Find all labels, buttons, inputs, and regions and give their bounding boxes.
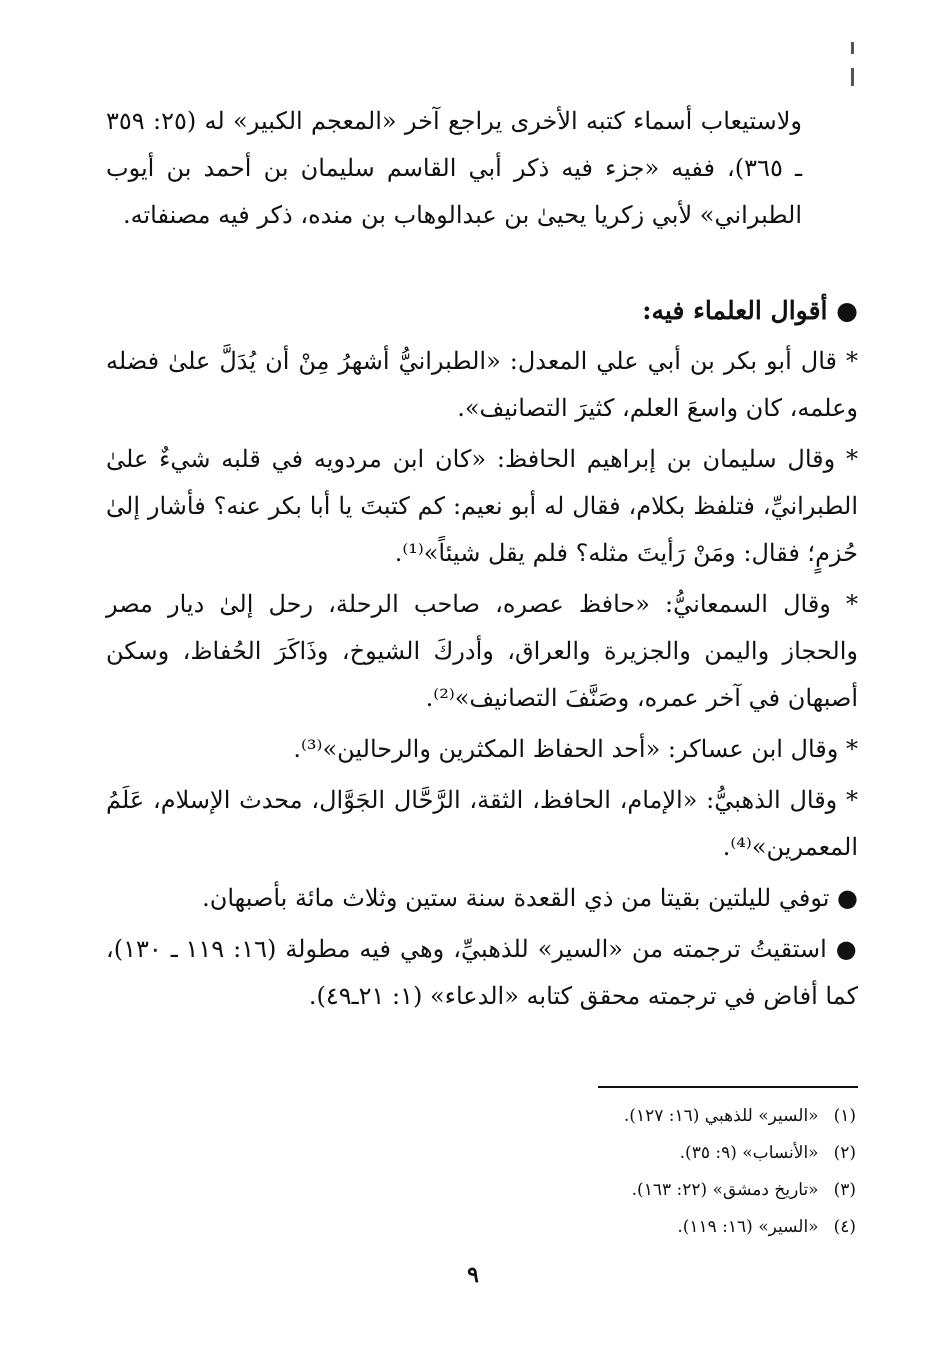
footnote-number: (٢) — [833, 1143, 856, 1163]
footnote — [300, 1209, 856, 1246]
death-paragraph: ● توفي لليلتين بقيتا من ذي القعدة سنة ستين وثلاث مائة بأصبهان. — [202, 884, 858, 912]
footnotes — [300, 1098, 856, 1246]
intro-paragraph: ولاستيعاب أسماء كتبه الأخرى يراجع آخر «المعجم الكبير» له (٢٥: ٣٥٩ ـ ٣٦٥)، ففيه «جزء فيه ذكر أبي القاسم سليمان بن أحمد بن أيوب الطبراني» لأبي زكريا يحيىٰ بن عبدالوهاب بن منده، ذكر فيه مصنفاته. — [106, 107, 802, 229]
main-text — [106, 98, 858, 1020]
quote-paragraph: * وقال سليمان بن إبراهيم الحافظ: «كان ابن مردويه في قلبه شيءٌ علىٰ الطبرانيِّ، فتلفظ بكلام، فقال له أبو نعيم: كم كتبتَ يا أبا بكر عنه؟ فأشار إلىٰ حُزمٍ؛ فقال: ومَنْ رَأيتَ مثله؟ فلم يقل شيئاً»⁽¹⁾. — [106, 445, 858, 567]
quote-paragraph: * وقال ابن عساكر: «أحد الحفاظ المكثرين والرحالين»⁽³⁾. — [293, 735, 858, 763]
footnote-number: (٣) — [833, 1180, 856, 1200]
quote-paragraph: * وقال الذهبيُّ: «الإمام، الحافظ، الثقة، الرَّحَّال الجَوَّال، محدث الإسلام، عَلَمُ المعمرين»⁽⁴⁾. — [106, 786, 858, 861]
page-number: ٩ — [467, 1262, 479, 1288]
sources-paragraph: ● استقيتُ ترجمته من «السير» للذهبيِّ، وهي فيه مطولة (١٦: ١١٩ ـ ١٣٠)، كما أفاض في ترجمته محقق كتابه «الدعاء» (١: ٢١ـ٤٩). — [106, 935, 859, 1010]
footnote — [300, 1098, 856, 1135]
footnote-number: (٤) — [833, 1217, 856, 1237]
footnote-text: «السير» (١٦: ١١٩). — [677, 1217, 819, 1237]
section-heading: ● أقوال العلماء فيه: — [642, 296, 858, 325]
footnote — [300, 1172, 856, 1209]
footnote — [300, 1135, 856, 1172]
footnote-text: «تاريخ دمشق» (٢٢: ١٦٣). — [631, 1180, 819, 1200]
footnote-text: «السير» للذهبي (١٦: ١٢٧). — [623, 1106, 819, 1126]
footnote-text: «الأنساب» (٩: ٣٥). — [679, 1143, 819, 1163]
page-edge-mark — [851, 68, 854, 86]
quote-paragraph: * قال أبو بكر بن أبي علي المعدل: «الطبرانيُّ أشهرُ مِنْ أن يُدَلَّ علىٰ فضله وعلمه، كان واسعَ العلم، كثيرَ التصانيف». — [106, 347, 858, 422]
quote-paragraph: * وقال السمعانيُّ: «حافظ عصره، صاحب الرحلة، رحل إلىٰ ديار مصر والحجاز واليمن والجزيرة والعراق، وأدركَ الشيوخ، وذَاكَرَ الحُفاظ، وسكن أصبهان في آخر عمره، وصَنَّفَ التصانيف»⁽²⁾. — [106, 590, 858, 712]
footnote-number: (١) — [833, 1106, 856, 1126]
page-edge-mark — [851, 42, 854, 54]
footnote-divider — [598, 1086, 858, 1088]
